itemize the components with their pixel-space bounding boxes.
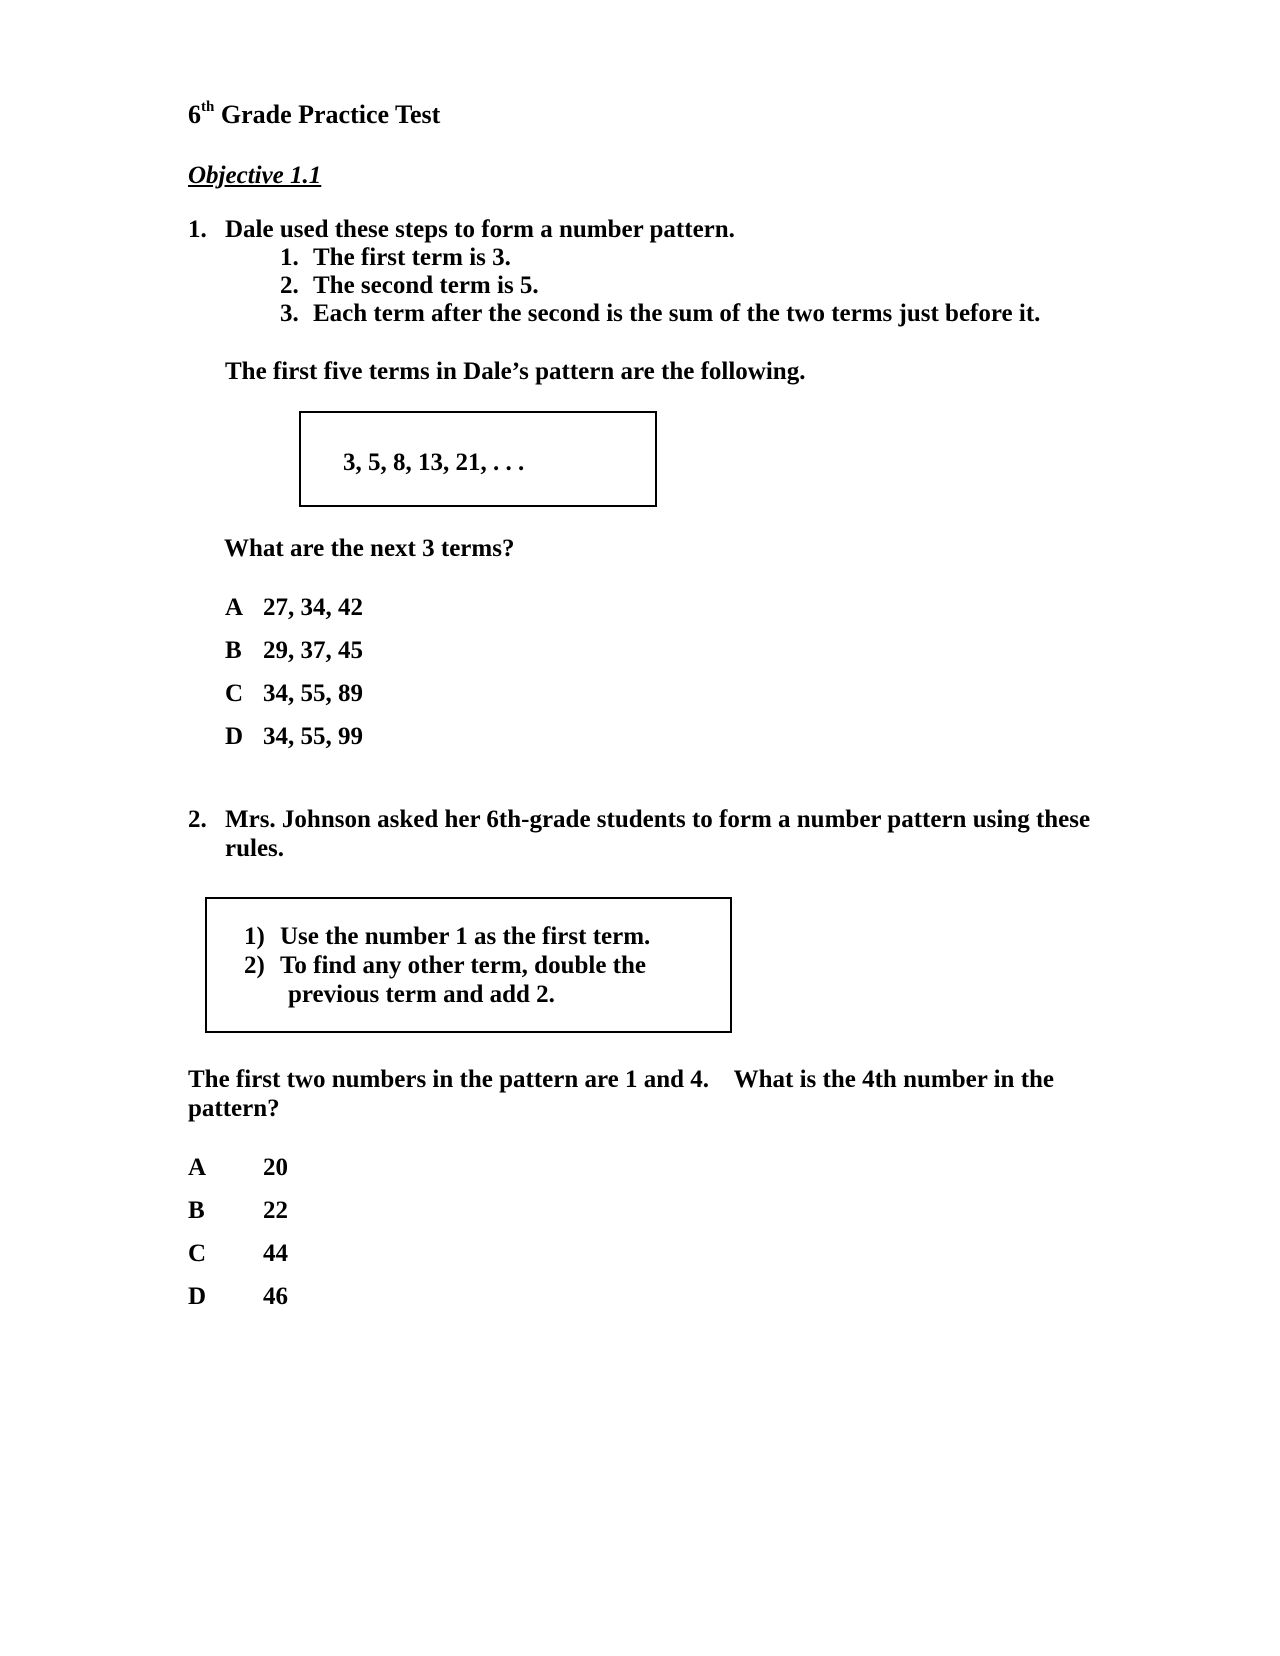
q1-step-3-text: Each term after the second is the sum of the two terms just before it.: [313, 300, 1041, 327]
q2-choice-b-value: 22: [263, 1197, 288, 1224]
q1-choice-d-value: 34, 55, 99: [263, 723, 363, 750]
q2-number: 2.: [188, 806, 207, 833]
q2-choice-c-value: 44: [263, 1240, 288, 1267]
q1-sequence: 3, 5, 8, 13, 21, . . .: [343, 449, 525, 476]
q1-step-2-text: The second term is 5.: [313, 272, 539, 299]
q2-choice-a-value: 20: [263, 1154, 288, 1181]
page-title: [188, 100, 440, 130]
q2-choice-d-letter: D: [188, 1283, 207, 1310]
title-number: 6: [188, 100, 201, 129]
q1-question: What are the next 3 terms?: [224, 535, 515, 562]
q2-choice-c-letter: C: [188, 1240, 207, 1267]
q2-rule-2-text: To find any other term, double the: [280, 952, 647, 979]
q2-choice-b-letter: B: [188, 1197, 205, 1224]
objective-heading: Objective 1.1: [188, 162, 322, 189]
q1-step-3-num: 3.: [280, 300, 299, 327]
q2-rule-1-text: Use the number 1 as the first term.: [280, 923, 651, 950]
q2-question-line2: pattern?: [188, 1095, 280, 1122]
q1-choice-d-letter: D: [225, 723, 244, 750]
q2-rule-2-continued: previous term and add 2.: [288, 981, 555, 1008]
q1-choice-a-letter: A: [225, 594, 244, 621]
q2-prompt-line1: Mrs. Johnson asked her 6th-grade students to form a number pattern using these: [225, 806, 1091, 833]
q1-choice-b-letter: B: [225, 637, 242, 664]
title-superscript: th: [201, 99, 215, 116]
q2-rule-1-num: 1): [244, 923, 265, 950]
q1-choice-a-value: 27, 34, 42: [263, 594, 363, 621]
q1-choice-c-letter: C: [225, 680, 244, 707]
q2-question-line1: The first two numbers in the pattern are 1 and 4. What is the 4th number in the: [188, 1066, 1055, 1093]
q1-choice-c-value: 34, 55, 89: [263, 680, 363, 707]
q1-number: 1.: [188, 216, 207, 243]
q2-prompt-line2: rules.: [225, 835, 285, 862]
q1-prompt: Dale used these steps to form a number pattern.: [225, 216, 735, 243]
q1-step-1-text: The first term is 3.: [313, 244, 511, 271]
q2-choice-d-value: 46: [263, 1283, 288, 1310]
q1-lead-text: The first five terms in Dale’s pattern are the following.: [225, 358, 806, 385]
q2-rule-2-num: 2): [244, 952, 265, 979]
q1-step-2-num: 2.: [280, 272, 299, 299]
title-rest: Grade Practice Test: [214, 100, 441, 129]
q1-step-1-num: 1.: [280, 244, 299, 271]
q1-choice-b-value: 29, 37, 45: [263, 637, 363, 664]
q2-choice-a-letter: A: [188, 1154, 207, 1181]
